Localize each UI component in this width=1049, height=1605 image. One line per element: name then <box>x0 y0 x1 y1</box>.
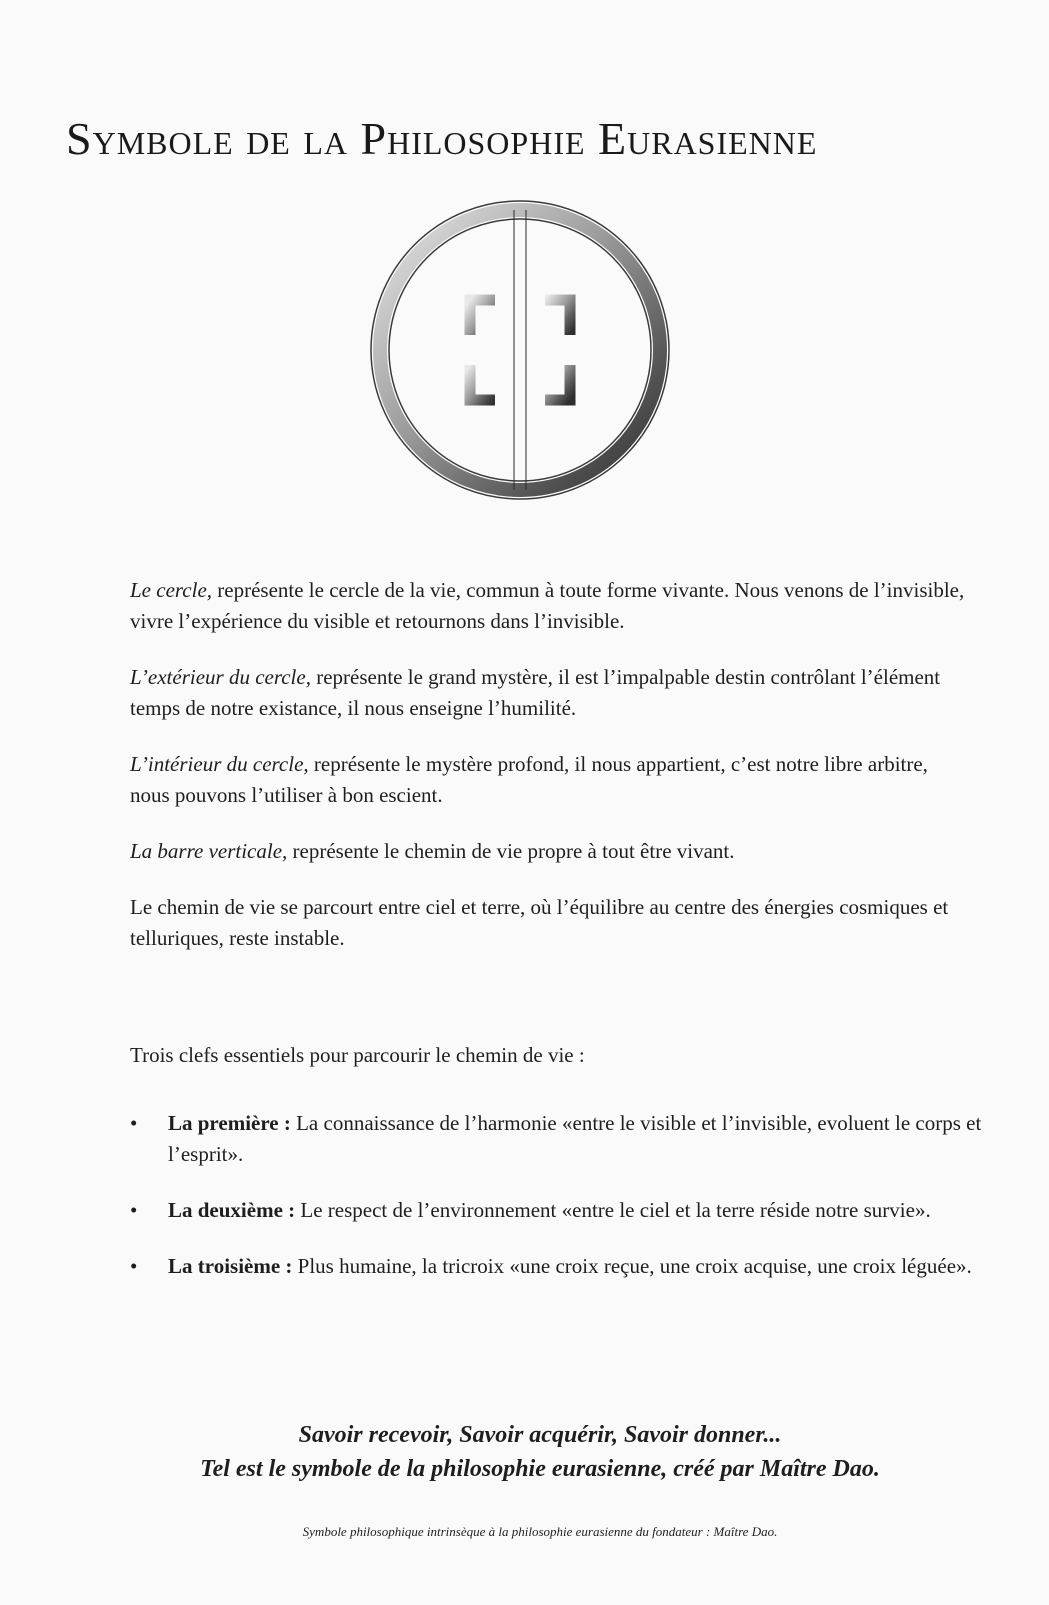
definition-text: représente le chemin de vie propre à tout être vivant. <box>287 839 735 863</box>
list-item <box>130 1195 990 1226</box>
definition-term: L’intérieur du cercle, <box>130 752 309 776</box>
definition-inside-circle <box>130 749 970 811</box>
definition-text: représente le mystère profond, il nous appartient, c’est notre libre arbitre, nous pouvons l’utiliser à bon escient. <box>130 752 928 807</box>
page-title: Symbole de la Philosophie Eurasienne <box>66 113 818 164</box>
definition-term: La barre verticale, <box>130 839 288 863</box>
keys-intro: Trois clefs essentiels pour parcourir le chemin de vie : <box>130 1043 585 1067</box>
key-text: La connaissance de l’harmonie «entre le visible et l’invisible, evoluent le corps et l’esprit». <box>168 1111 982 1166</box>
definitions <box>130 575 970 979</box>
path-paragraph: Le chemin de vie se parcourt entre ciel et terre, où l’équilibre au centre des énergies cosmiques et telluriques, reste instable. <box>130 895 949 950</box>
quote-line: Savoir recevoir, Savoir acquérir, Savoir donner... <box>298 1422 782 1448</box>
key-text: Le respect de l’environnement «entre le ciel et la terre réside notre survie». <box>295 1198 931 1222</box>
quote-line: Tel est le symbole de la philosophie eurasienne, créé par Maître Dao. <box>200 1456 880 1482</box>
key-label: La troisième : <box>168 1254 293 1278</box>
key-label: La première : <box>168 1111 291 1135</box>
keys-list <box>130 1108 990 1307</box>
list-item <box>130 1108 990 1170</box>
list-item <box>130 1251 990 1282</box>
definition-vertical-bar <box>130 836 970 867</box>
definition-outside-circle <box>130 662 970 724</box>
definition-text: représente le grand mystère, il est l’impalpable destin contrôlant l’élément temps de notre existance, il nous enseigne l’humilité. <box>130 665 941 720</box>
caption: Symbole philosophique intrinsèque à la philosophie eurasienne du fondateur : Maître Dao. <box>302 1524 778 1539</box>
closing-quote <box>60 1418 1020 1486</box>
definition-circle <box>130 575 970 637</box>
key-text: Plus humaine, la tricroix «une croix reçue, une croix acquise, une croix léguée». <box>292 1254 972 1278</box>
key-label: La deuxième : <box>168 1198 296 1222</box>
definition-term: Le cercle, <box>130 578 213 602</box>
eurasian-philosophy-emblem-icon <box>370 200 670 500</box>
definition-text: représente le cercle de la vie, commun à toute forme vivante. Nous venons de l’invisible, vivre l’expérience du visible et retournons dans l’invisible. <box>130 578 965 633</box>
definition-term: L’extérieur du cercle, <box>130 665 311 689</box>
